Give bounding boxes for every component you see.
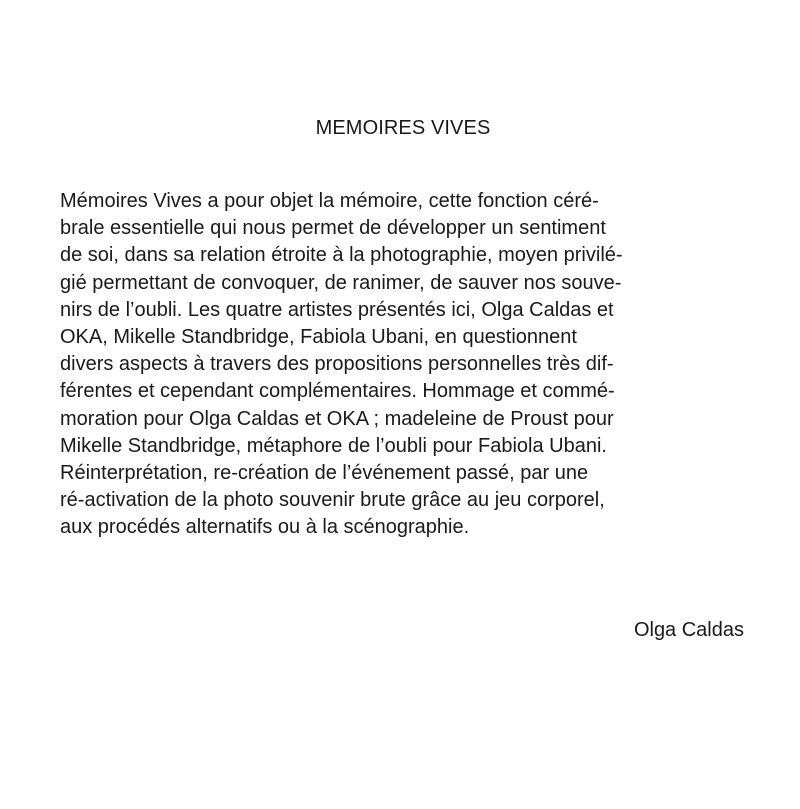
paragraph-line: de soi, dans sa relation étroite à la photographie, moyen privilé- [60,244,623,267]
paragraph-line: divers aspects à travers des propositions personnelles très dif- [60,353,614,376]
paragraph-line: Réinterprétation, re-création de l’événement passé, par une [60,462,589,485]
paragraph-line: Mémoires Vives a pour objet la mémoire, cette fonction céré- [60,190,599,212]
paragraph-line: OKA, Mikelle Standbridge, Fabiola Ubani, en questionnent [60,326,577,349]
author-signature: Olga Caldas [633,619,744,641]
paragraph-line: aux procédés alternatifs ou à la scénographie. [60,516,470,539]
paragraph-line: moration pour Olga Caldas et OKA ; madeleine de Proust pour [60,407,614,430]
body-paragraph [60,188,760,542]
document-title: MEMOIRES VIVES [315,117,491,139]
paragraph-line: ré-activation de la photo souvenir brute grâce au jeu corporel, [60,489,605,512]
paragraph-line: Mikelle Standbridge, métaphore de l’oubli pour Fabiola Ubani. [60,434,607,457]
paragraph-line: férentes et cependant complémentaires. Hommage et commé- [60,380,615,403]
paragraph-line: nirs de l’oubli. Les quatre artistes présentés ici, Olga Caldas et [60,298,614,321]
paragraph-line: gié permettant de convoquer, de ranimer, de sauver nos souve- [60,271,622,294]
paragraph-line: brale essentielle qui nous permet de développer un sentiment [60,217,606,240]
